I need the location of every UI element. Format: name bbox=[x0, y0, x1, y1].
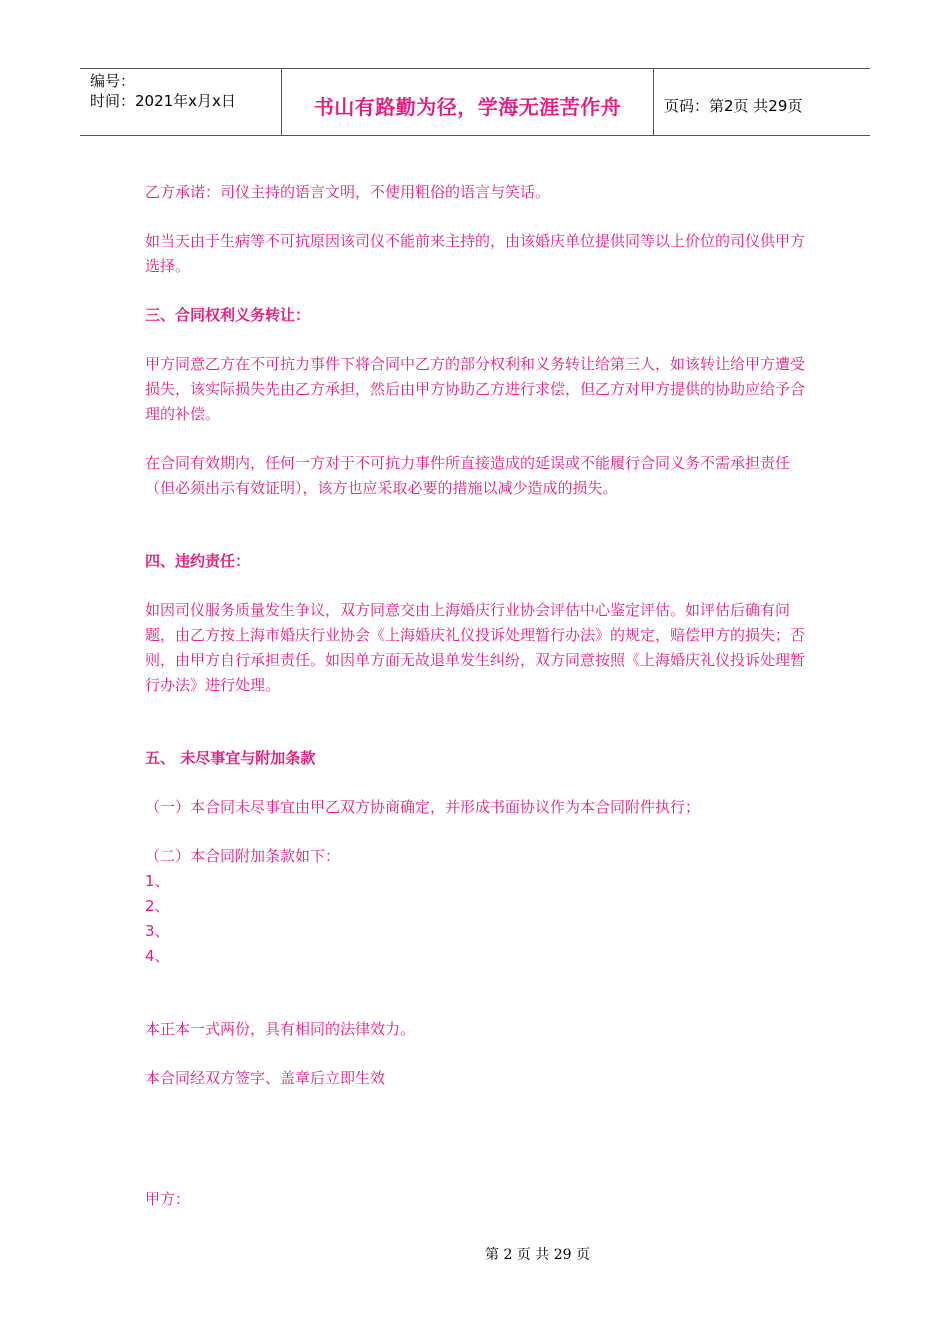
paragraph-clause-2: （二）本合同附加条款如下： bbox=[145, 847, 341, 865]
paragraph-effective: 本合同经双方签字、盖章后立即生效 bbox=[145, 1069, 386, 1087]
paragraph-copies: 本正本一式两份，具有相同的法律效力。 bbox=[145, 1020, 416, 1038]
section-heading-4: 四、违约责任： bbox=[145, 552, 251, 570]
page-footer bbox=[0, 1244, 950, 1264]
time-label: 时间：2021年x月x日 bbox=[90, 92, 236, 110]
paragraph-clause-1: （一）本合同未尽事宜由甲乙双方协商确定，并形成书面协议作为本合同附件执行； bbox=[145, 798, 701, 816]
document-header bbox=[80, 68, 870, 136]
section-heading-3: 三、合同权利义务转让： bbox=[145, 306, 311, 324]
list-item: 3、 bbox=[145, 922, 170, 940]
paragraph-substitute: 如当天由于生病等不可抗原因该司仪不能前来主持的，由该婚庆单位提供同等以上价位的司仪供甲方选择。 bbox=[145, 232, 806, 275]
document-body bbox=[145, 180, 810, 1212]
paragraph-transfer: 甲方同意乙方在不可抗力事件下将合同中乙方的部分权利和义务转让给第三人，如该转让给甲方遭受损失，该实际损失先由乙方承担，然后由甲方协助乙方进行求偿，但乙方对甲方提供的协助应给予合理的补偿。 bbox=[145, 355, 806, 423]
section-heading-5: 五、 未尽事宜与附加条款 bbox=[145, 749, 316, 767]
paragraph-force-majeure: 在合同有效期内，任何一方对于不可抗力事件所直接造成的延误或不能履行合同义务不需承担责任（但必须出示有效证明），该方也应采取必要的措施以减少造成的损失。 bbox=[145, 454, 791, 497]
page-info: 页码：第2页 共29页 bbox=[664, 96, 803, 115]
header-page-cell bbox=[654, 69, 870, 135]
list-item: 4、 bbox=[145, 947, 170, 965]
header-meta bbox=[80, 69, 281, 135]
footer-page-number: 第 2 页 共 29 页 bbox=[485, 1247, 590, 1263]
party-a-label: 甲方： bbox=[145, 1190, 191, 1208]
number-label: 编号： bbox=[90, 72, 136, 90]
paragraph-promise: 乙方承诺：司仪主持的语言文明，不使用粗俗的语言与笑话。 bbox=[145, 183, 551, 201]
list-item: 1、 bbox=[145, 872, 170, 890]
motto-text: 书山有路勤为径，学海无涯苦作舟 bbox=[313, 94, 622, 119]
list-item: 2、 bbox=[145, 897, 170, 915]
header-motto-cell bbox=[281, 69, 654, 135]
paragraph-liability: 如因司仪服务质量发生争议，双方同意交由上海婚庆行业协会评估中心鉴定评估。如评估后确有问题，由乙方按上海市婚庆行业协会《上海婚庆礼仪投诉处理暂行办法》的规定，赔偿甲方的损失；否则，由甲方自行承担责任。如因单方面无故退单发生纠纷，双方同意按照《上海婚庆礼仪投诉处理暂行办法》进行处理。 bbox=[145, 601, 806, 694]
